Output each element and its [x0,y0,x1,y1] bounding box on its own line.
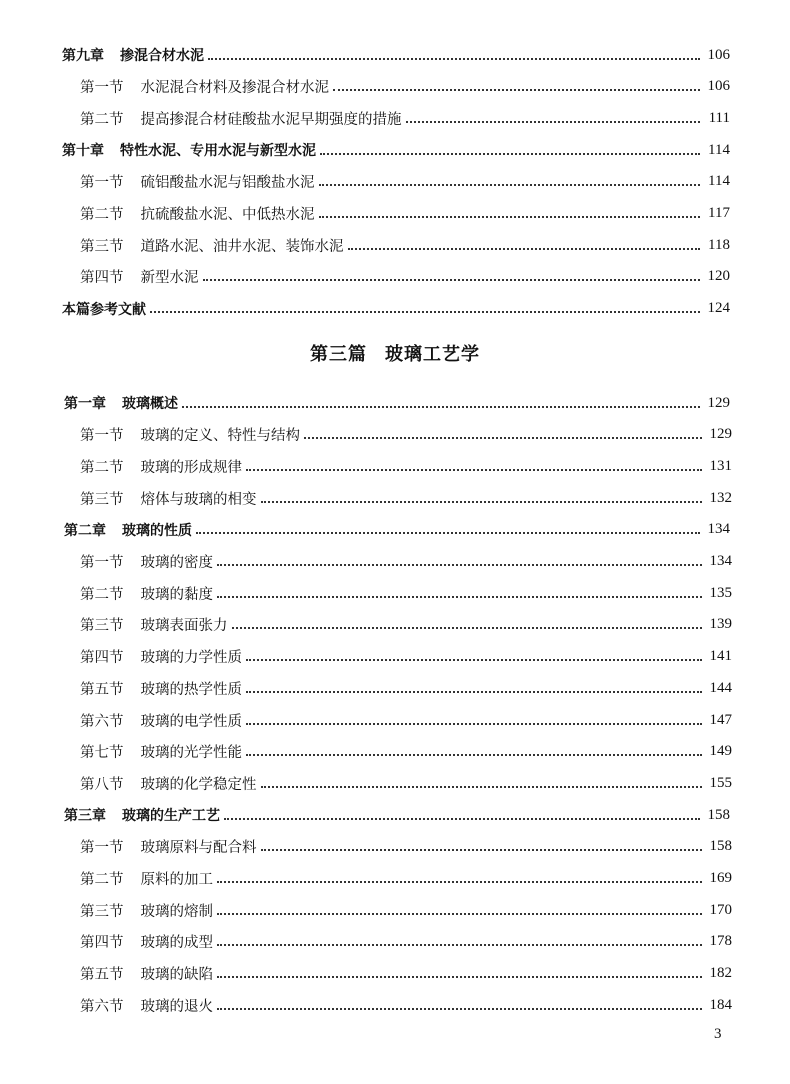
toc-chapter-row[interactable] [64,391,730,415]
toc-section-row[interactable] [80,898,732,922]
toc-section-label: 第四节 [80,650,124,667]
toc-section-row[interactable] [80,202,730,226]
toc-page-number: 114 [708,141,730,158]
toc-section-row[interactable] [80,740,732,764]
toc-section-title: 水泥混合材料及掺混合材水泥 [140,80,329,97]
toc-section-row[interactable] [80,867,732,891]
toc-section-label: 第二节 [80,207,124,223]
toc-chapter-row[interactable] [62,43,730,67]
toc-page-number: 106 [707,78,730,95]
page-number: 3 [714,1026,722,1042]
toc-page-number: 141 [709,648,732,665]
toc-section-label: 第六节 [80,998,124,1015]
toc-chapter-title: 玻璃的性质 [122,522,192,539]
toc-section-title: 硫铝酸盐水泥与铝酸盐水泥 [140,175,315,192]
dot-leader [261,786,703,788]
toc-chapter-title: 特性水泥、专用水泥与新型水泥 [120,143,316,160]
toc-section-label: 第四节 [80,270,124,287]
toc-section-title: 玻璃原料与配合料 [140,840,257,857]
dot-leader [304,437,702,439]
dot-leader [319,216,701,218]
toc-section-row[interactable] [80,106,730,130]
toc-page-number: 111 [708,109,730,126]
toc-section-title: 玻璃的缺陷 [140,967,213,984]
toc-page-number: 147 [709,711,732,728]
toc-section-label: 第四节 [80,935,124,952]
toc-page-number: 106 [707,46,730,63]
toc-page-number: 182 [709,965,732,982]
toc-section-title: 玻璃的成型 [140,935,213,952]
toc-section-row[interactable] [80,486,732,510]
toc-section-row[interactable] [80,645,732,669]
toc-page-number: 134 [709,553,732,569]
dot-leader [246,691,702,693]
toc-page-number: 120 [707,268,730,285]
toc-section-title: 玻璃的退火 [140,998,213,1015]
toc-page-number: 134 [707,521,730,538]
dot-leader [203,279,701,281]
toc-page-number: 132 [709,489,732,506]
toc-section-title: 道路水泥、油井水泥、装饰水泥 [140,238,344,255]
toc-section-label: 第二节 [80,872,124,888]
dot-leader [232,627,703,629]
toc-page-number: 139 [709,616,732,633]
toc-section-label: 第三节 [80,618,124,635]
toc-section-label: 第一节 [80,555,124,571]
toc-chapter-label: 第二章 [64,522,106,539]
toc-section-label: 第一节 [80,428,124,445]
toc-page-number: 144 [709,679,732,696]
toc-page-number: 170 [709,901,732,918]
toc-section-label: 第二节 [80,586,124,603]
toc-section-title: 原料的加工 [140,872,213,888]
toc-section-label: 第二节 [80,459,124,476]
toc-chapter-row[interactable] [64,803,730,827]
toc-section-label: 第五节 [80,967,124,984]
toc-page-number: 149 [709,743,732,760]
toc-section-row[interactable] [80,962,732,986]
toc-section-row[interactable] [80,265,730,289]
toc-page-number: 169 [709,870,732,886]
toc-section-label: 第一节 [80,175,124,192]
toc-section-label: 第一节 [80,840,124,857]
dot-leader [333,89,700,91]
toc-page-number: 114 [708,173,730,190]
toc-chapter-label: 第三章 [64,808,106,825]
dot-leader [217,1008,702,1010]
toc-section-title: 玻璃的电学性质 [140,713,242,730]
toc-section-row[interactable] [80,233,730,257]
toc-section-row[interactable] [80,708,732,732]
toc-chapter-row[interactable] [64,518,730,542]
toc-section-row[interactable] [80,993,732,1017]
toc-page-number: 155 [709,774,732,791]
toc-chapter-title: 掺混合材水泥 [120,48,204,64]
toc-section-row[interactable] [80,676,732,700]
toc-section-label: 第五节 [80,681,124,698]
toc-section-title: 玻璃的熔制 [140,903,213,920]
toc-page-number: 129 [707,394,730,411]
toc-section-title: 玻璃的化学稳定性 [140,776,257,793]
dot-leader [406,121,701,123]
dot-leader [196,532,700,534]
dot-leader [208,58,700,60]
toc-section-title: 玻璃的密度 [140,555,213,571]
toc-section-title: 新型水泥 [140,270,199,287]
toc-chapter-label: 本篇参考文献 [62,301,146,318]
toc-section-title: 抗硫酸盐水泥、中低热水泥 [140,207,315,223]
toc-section-title: 玻璃的形成规律 [140,459,242,476]
toc-section-title: 玻璃表面张力 [140,618,228,635]
part-label: 第三篇 [310,344,367,365]
toc-section-title: 玻璃的黏度 [140,586,213,603]
toc-section-row[interactable] [80,75,730,99]
toc-page-number: 129 [709,426,732,443]
toc-chapter-title: 玻璃的生产工艺 [122,808,220,825]
toc-section-label: 第三节 [80,903,124,920]
dot-leader [217,913,702,915]
toc-section-row[interactable] [80,771,732,795]
toc-page-number: 117 [708,205,730,221]
dot-leader [319,184,701,186]
toc-section-row[interactable] [80,581,732,605]
dot-leader [150,311,700,313]
toc-page-number: 158 [709,838,732,855]
toc-chapter-label: 第一章 [64,396,106,412]
dot-leader [320,153,700,155]
toc-section-row[interactable] [80,613,732,637]
dot-leader [261,501,703,503]
toc-chapter-row[interactable] [62,138,730,162]
toc-section-row[interactable] [80,835,732,859]
toc-page-number: 135 [709,584,732,601]
toc-chapter-title: 玻璃概述 [122,396,178,412]
toc-section-row[interactable] [80,423,732,447]
toc-page-number: 184 [709,996,732,1013]
dot-leader [348,248,701,250]
toc-section-label: 第二节 [80,111,124,128]
toc-section-row[interactable] [80,454,732,478]
dot-leader [246,469,702,471]
dot-leader [224,818,700,820]
toc-section-label: 第三节 [80,491,124,508]
toc-section-title: 熔体与玻璃的相变 [140,491,257,508]
toc-chapter-row[interactable] [62,297,730,321]
toc-section-title: 玻璃的定义、特性与结构 [140,428,300,445]
toc-section-label: 第七节 [80,745,124,762]
toc-section-label: 第八节 [80,776,124,793]
dot-leader [261,849,703,851]
dot-leader [217,976,702,978]
toc-section-label: 第六节 [80,713,124,730]
toc-section-title: 玻璃的力学性质 [140,650,242,667]
dot-leader [246,659,702,661]
toc-page-number: 178 [709,933,732,950]
toc-section-label: 第一节 [80,80,124,97]
toc-chapter-label: 第十章 [62,143,104,160]
dot-leader [217,564,702,566]
toc-page-number: 131 [709,457,732,474]
toc-section-row[interactable] [80,550,732,574]
toc-page-number: 124 [707,300,730,317]
dot-leader [246,723,702,725]
part-title: 玻璃工艺学 [385,344,480,365]
dot-leader [217,881,702,883]
dot-leader [182,406,700,408]
toc-section-title: 玻璃的光学性能 [140,745,242,762]
toc-section-row[interactable] [80,930,732,954]
toc-page-number: 118 [708,236,730,253]
dot-leader [246,754,702,756]
toc-section-label: 第三节 [80,238,124,255]
part-heading [0,340,790,366]
toc-section-row[interactable] [80,170,730,194]
dot-leader [217,944,702,946]
toc-page-number: 158 [707,806,730,823]
toc-chapter-label: 第九章 [62,48,104,64]
toc-section-title: 提高掺混合材硅酸盐水泥早期强度的措施 [140,111,402,128]
dot-leader [217,596,702,598]
toc-section-title: 玻璃的热学性质 [140,681,242,698]
